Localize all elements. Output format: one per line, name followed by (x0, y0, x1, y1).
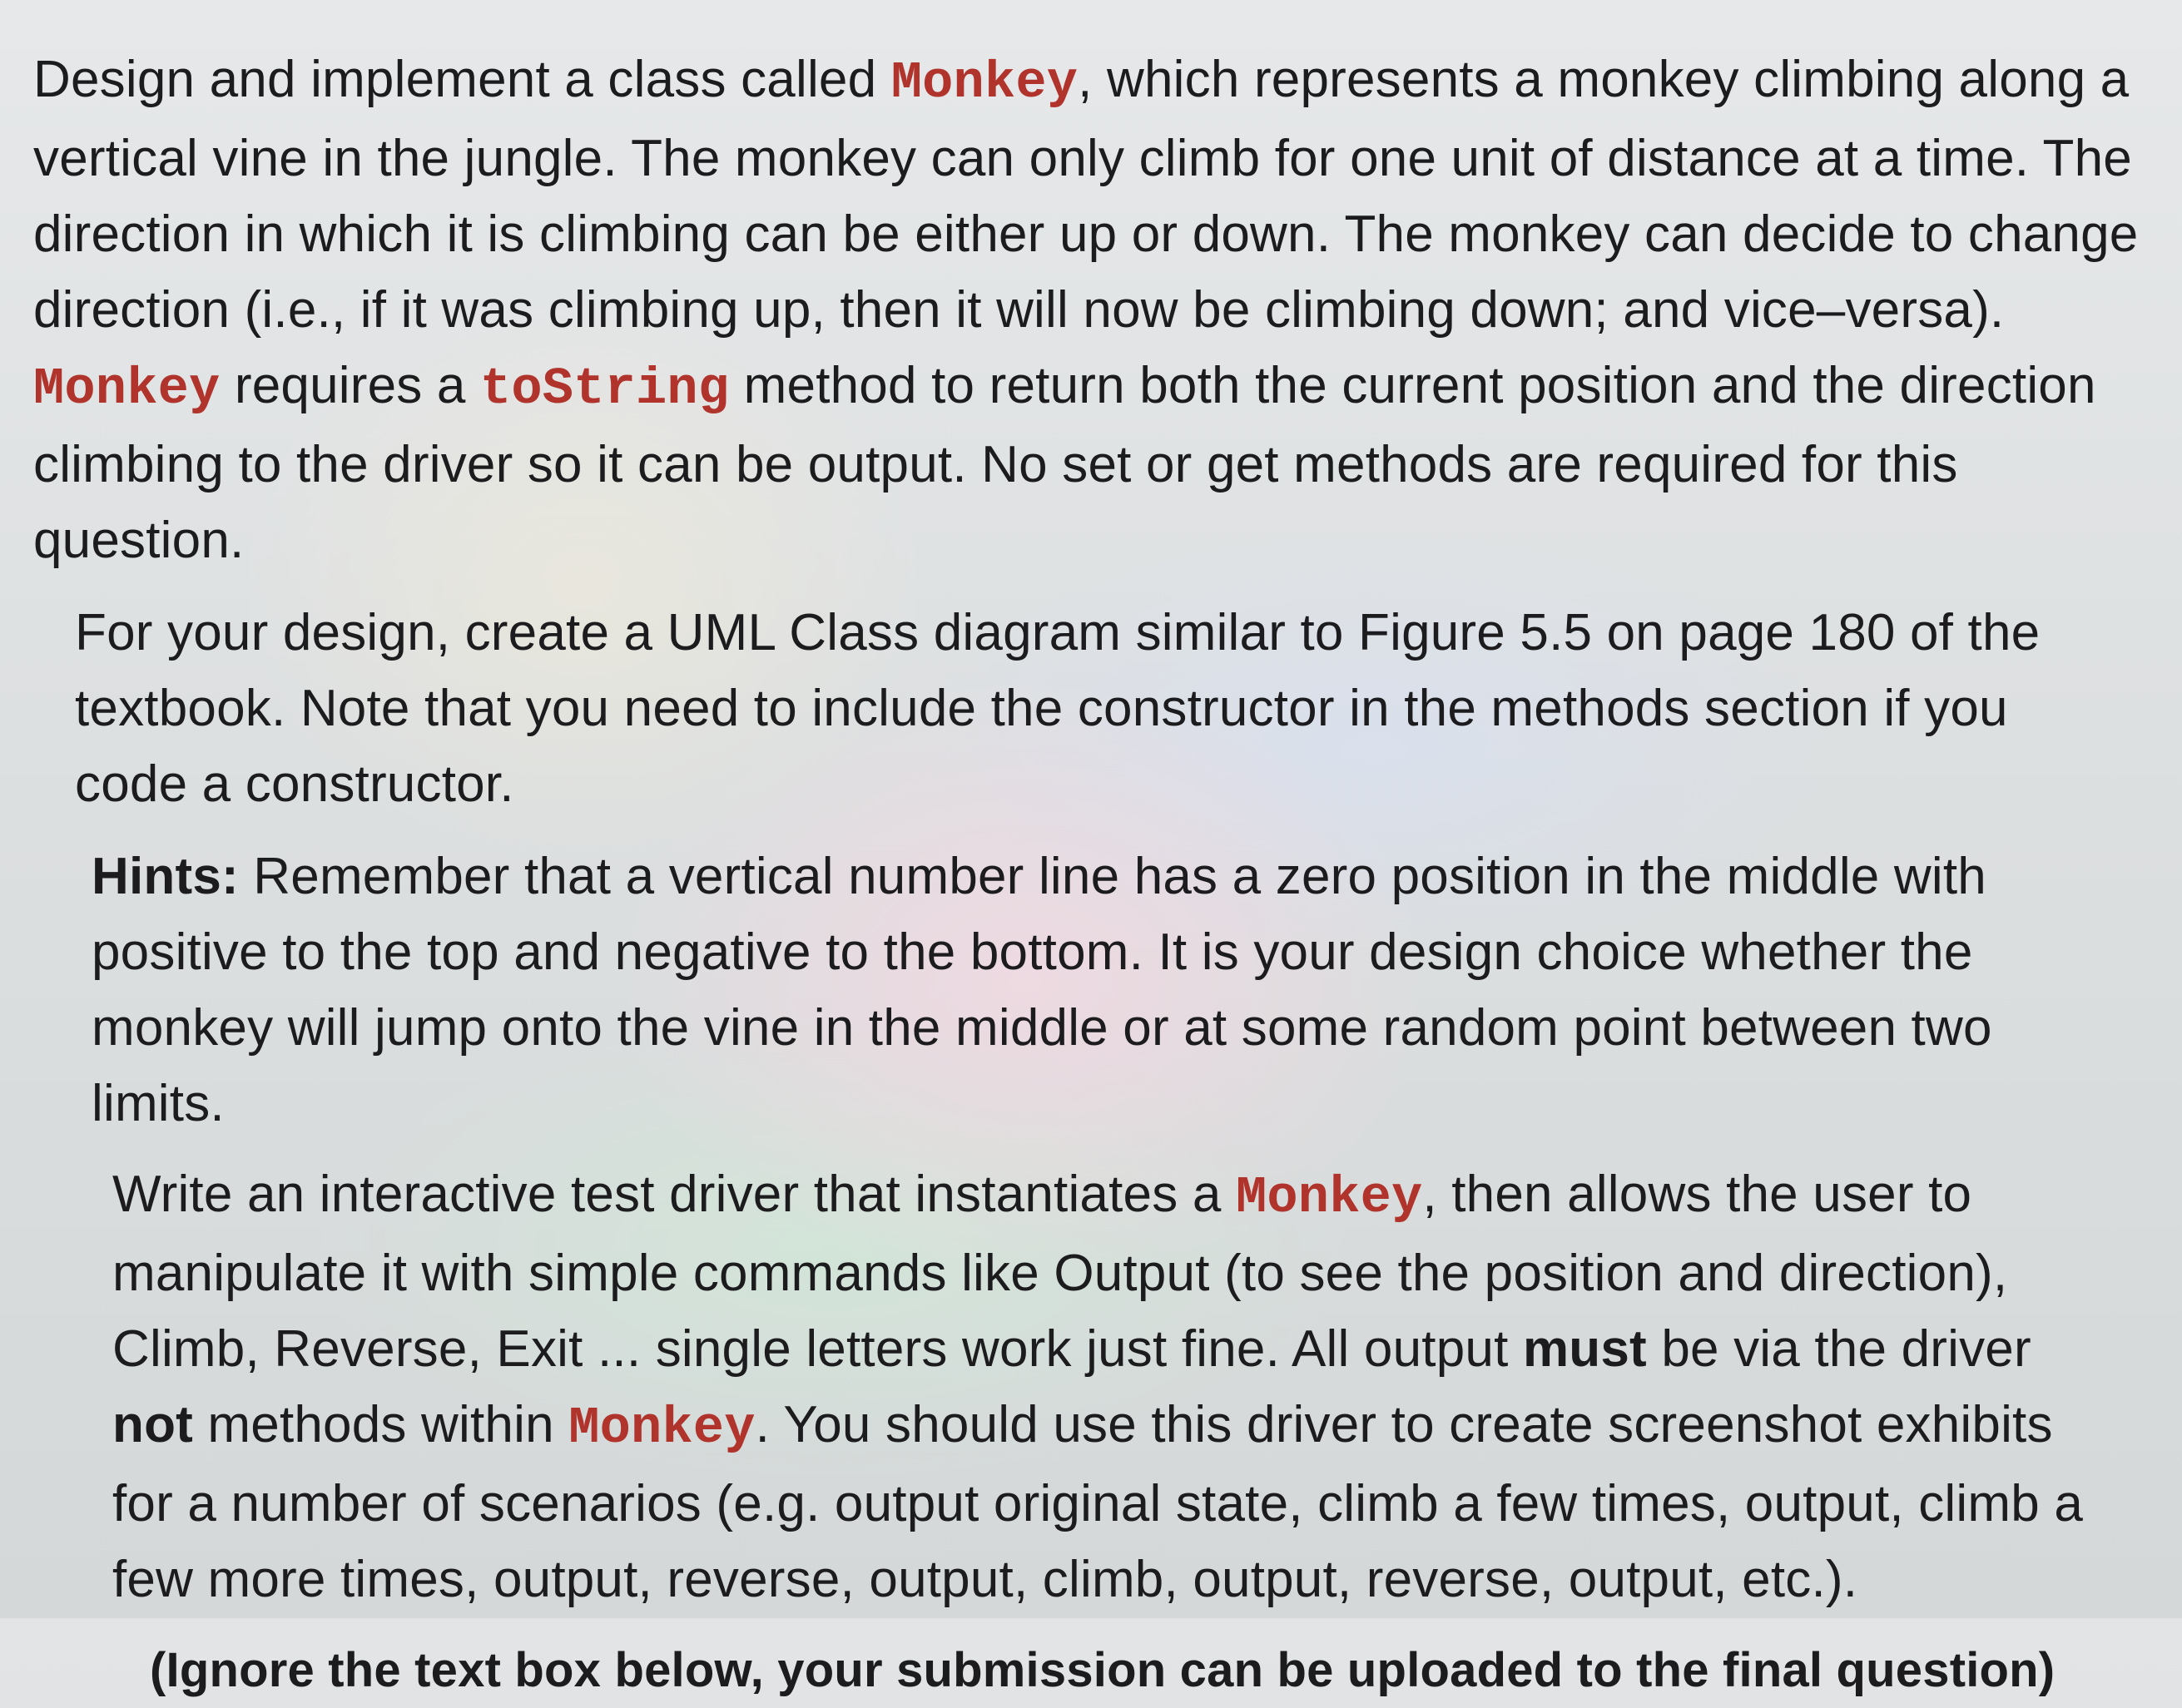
paragraph-class-description (33, 42, 2164, 578)
text-segment: , then allows the user to manipulate it with simple commands like Output (to see the position and direction), Climb, Reverse, Exit ... single letters work just fine. All output (112, 1166, 2008, 1378)
text-segment: For your design, create a UML Class diagram similar to Figure 5.5 on page 180 of the textbook. Note that you need to include the constructor in the methods section if you code a constructor. (75, 604, 2041, 813)
paragraph-test-driver (33, 1156, 2118, 1617)
emphasis-must: must (1522, 1320, 1647, 1378)
text-segment: methods within (193, 1396, 569, 1453)
text-segment: Write an interactive test driver that instantiates a (112, 1166, 1236, 1223)
paragraph-submission-note (33, 1632, 2114, 1708)
text-segment: method to return both the current position and the direction climbing to the driver so it can be output. No set or get methods are required for this question. (33, 357, 2096, 569)
code-class-name: Monkey (33, 359, 221, 418)
text-segment: Remember that a vertical number line has a zero position in the middle with positive to the top and negative to the bottom. It is your design choice whether the monkey will jump onto the vine in the middle or at some random point between two limits. (92, 848, 1992, 1132)
text-segment: . You should use this driver to create screenshot exhibits for a number of scenarios (e.g. output original state, climb a few times, output, climb a few more times, output, reverse, output, climb, output, reverse, output, etc.). (112, 1396, 2084, 1608)
code-class-name: Monkey (568, 1399, 756, 1458)
code-method-name: toString (480, 359, 730, 418)
text-segment: (Ignore the text box below, your submission can be uploaded to the final question) (150, 1643, 2056, 1697)
text-segment: be via the driver (1646, 1320, 2031, 1378)
paragraph-hints (33, 839, 2122, 1141)
text-segment: , which represents a monkey climbing along a vertical vine in the jungle. The monkey can only climb for one unit of distance at a time. The direction in which it is climbing can be either up or down. The monkey can decide to change direction (i.e., if it was climbing up, then it will now be climbing down; and vice–versa). (33, 51, 2139, 339)
text-segment: Design and implement a class called (33, 51, 891, 108)
paragraph-uml-design (33, 595, 2097, 822)
code-class-name: Monkey (1235, 1168, 1423, 1227)
text-segment: requires a (220, 357, 480, 414)
emphasis-not: not (112, 1396, 193, 1453)
hints-label: Hints: (92, 848, 239, 905)
code-class-name: Monkey (890, 53, 1079, 112)
